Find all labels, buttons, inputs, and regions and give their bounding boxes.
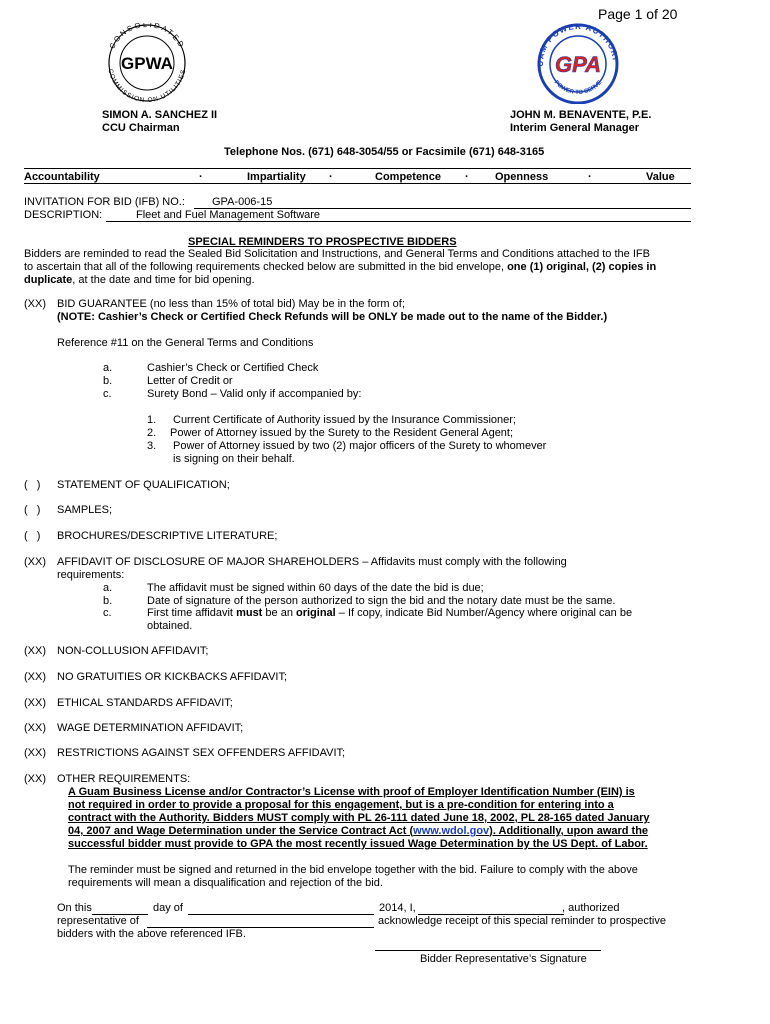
option-text: Letter of Credit or [147, 375, 233, 387]
other-requirements-line: successful bidder must provide to GPA the most recently issued Wage Determination by the US Dept. of Labor. [68, 838, 648, 850]
wdol-link[interactable]: www.wdol.gov [413, 825, 490, 837]
sex-offenders-text: RESTRICTIONS AGAINST SEX OFFENDERS AFFIDAVIT; [57, 747, 346, 759]
values-separator: · [199, 171, 203, 183]
other-requirements-text: 04, 2007 and Wage Determination under the Service Contract Act ( [68, 825, 414, 837]
ack-representative-of: representative of [57, 915, 139, 927]
ack-year: 2014, I, [379, 902, 416, 914]
ccu-ring-top: CONSOLIDATED [107, 23, 187, 51]
ccu-center-mark: GPWA [121, 54, 173, 73]
values-separator: · [588, 171, 592, 183]
samples-mark[interactable]: ( ) [24, 504, 41, 516]
ethical-standards-mark[interactable]: (XX) [24, 697, 46, 709]
sex-offenders-mark[interactable]: (XX) [24, 747, 46, 759]
affidavit-item-c-must: must [236, 607, 263, 619]
ack-authorized: , authorized [562, 902, 620, 914]
ifb-description-value: Fleet and Fuel Management Software [136, 209, 321, 221]
affidavit-item-c-cont: obtained. [147, 620, 193, 632]
affidavit-item-letter: b. [103, 595, 113, 607]
page-number: Page 1 of 20 [598, 6, 678, 22]
ack-receipt-text: acknowledge receipt of this special reminder to prospective [378, 915, 666, 927]
affidavit-disclosure-cont: requirements: [57, 569, 125, 581]
no-gratuities-mark[interactable]: (XX) [24, 671, 46, 683]
qualification-mark[interactable]: ( ) [24, 479, 41, 491]
values-bottom-rule [24, 183, 691, 184]
option-letter: b. [103, 375, 113, 387]
chairman-title: CCU Chairman [102, 122, 180, 134]
value-competence: Competence [375, 171, 442, 183]
no-gratuities-text: NO GRATUITIES OR KICKBACKS AFFIDAVIT; [57, 671, 288, 683]
value-value: Value [646, 171, 675, 183]
ccu-ring-bottom: COMMISSION ON UTILITIES [106, 68, 188, 103]
gpa-center-mark: GPA [554, 52, 602, 77]
other-requirements-text: ). Additionally, upon award the [489, 825, 649, 837]
sub-item-number: 2. [147, 427, 157, 439]
manager-name: JOHN M. BENAVENTE, P.E. [510, 109, 652, 121]
reminders-line-2 [24, 261, 656, 273]
chairman-name: SIMON A. SANCHEZ II [102, 109, 218, 121]
values-separator: · [465, 171, 469, 183]
ifb-number-value: GPA-006-15 [212, 196, 273, 208]
ifb-description-underline [106, 221, 691, 222]
gpa-logo [526, 22, 630, 104]
ifb-description-label: DESCRIPTION: [24, 209, 103, 221]
sub-item-text-cont: is signing on their behalf. [173, 453, 295, 465]
non-collusion-text: NON-COLLUSION AFFIDAVIT; [57, 645, 209, 657]
svg-text:COMMISSION ON UTILITIES [106, 68, 187, 103]
affidavit-item-c-text: be an [265, 607, 293, 619]
reminders-title: SPECIAL REMINDERS TO PROSPECTIVE BIDDERS [188, 236, 457, 248]
affidavit-item-c-text: First time affidavit [147, 607, 233, 619]
ack-day-of: day of [153, 902, 183, 914]
sub-item-text: Current Certificate of Authority issued by the Insurance Commissioner; [173, 414, 516, 426]
affidavit-disclosure-mark[interactable]: (XX) [24, 556, 46, 568]
other-requirements-line: contract with the Authority. Bidders MUST comply with PL 26-111 dated June 18, 2002, PL 28-165 dated January [68, 812, 650, 824]
ack-line-3: bidders with the above referenced IFB. [57, 928, 246, 940]
affidavit-item-c-original: original [296, 607, 336, 619]
affidavit-disclosure-text: AFFIDAVIT OF DISCLOSURE OF MAJOR SHAREHOLDERS – Affidavits must comply with the following [57, 556, 567, 568]
ccu-logo [96, 23, 198, 103]
sub-item-text: Power of Attorney issued by two (2) major officers of the Surety to whomever [173, 440, 547, 452]
affidavit-item-c [147, 607, 632, 619]
signature-label: Bidder Representative’s Signature [420, 953, 587, 965]
gpa-ring-bottom: POWER TO SERVE [552, 79, 604, 97]
ack-month-field[interactable] [188, 914, 374, 915]
value-impartiality: Impartiality [247, 171, 306, 183]
other-requirements-line [68, 825, 648, 837]
qualification-text: STATEMENT OF QUALIFICATION; [57, 479, 230, 491]
other-requirements-line: A Guam Business License and/or Contractor’s License with proof of Employer Identification Number (EIN) is [68, 786, 635, 798]
other-requirements-line: not required in order to provide a proposal for this engagement, but is a pre-condition for entering into a [68, 799, 614, 811]
reminders-line-2-text: to ascertain that all of the following requirements checked below are submitted in the bid envelope, [24, 261, 505, 273]
bid-guarantee-reference: Reference #11 on the General Terms and Conditions [57, 337, 314, 349]
reminders-duplicate-text: duplicate [24, 274, 73, 286]
brochures-text: BROCHURES/DESCRIPTIVE LITERATURE; [57, 530, 278, 542]
brochures-mark[interactable]: ( ) [24, 530, 41, 542]
non-collusion-mark[interactable]: (XX) [24, 645, 46, 657]
bid-guarantee-note: (NOTE: Cashier’s Check or Certified Check Refunds will be ONLY be made out to the name of the Bidder.) [57, 311, 608, 323]
reminders-copies-text: one (1) original, (2) copies in [507, 261, 657, 273]
values-separator: · [329, 171, 333, 183]
affidavit-item-text: The affidavit must be signed within 60 days of the date the bid is due; [147, 582, 484, 594]
ethical-standards-text: ETHICAL STANDARDS AFFIDAVIT; [57, 697, 233, 709]
other-requirements-mark[interactable]: (XX) [24, 773, 46, 785]
sub-item-text: Power of Attorney issued by the Surety to the Resident General Agent; [170, 427, 514, 439]
affidavit-item-c-text: – If copy, indicate Bid Number/Agency where original can be [338, 607, 633, 619]
option-text: Cashier’s Check or Certified Check [147, 362, 319, 374]
signature-field[interactable] [375, 950, 601, 951]
option-text: Surety Bond – Valid only if accompanied by: [147, 388, 362, 400]
value-openness: Openness [495, 171, 549, 183]
ifb-number-label: INVITATION FOR BID (IFB) NO.: [24, 196, 185, 208]
manager-title: Interim General Manager [510, 122, 639, 134]
option-letter: a. [103, 362, 113, 374]
wage-determination-text: WAGE DETERMINATION AFFIDAVIT; [57, 722, 244, 734]
other-requirements-text: OTHER REQUIREMENTS: [57, 773, 191, 785]
reminders-line-3-text: , at the date and time for bid opening. [72, 274, 255, 286]
affidavit-item-letter: c. [103, 607, 112, 619]
sub-item-number: 1. [147, 414, 157, 426]
wage-determination-mark[interactable]: (XX) [24, 722, 46, 734]
gpa-ring-top: UAM POWER AUTHORI [535, 22, 620, 67]
option-letter: c. [103, 388, 112, 400]
reminders-line-1: Bidders are reminded to read the Sealed Bid Solicitation and Instructions, and General Terms and Conditions attached to the IFB [24, 248, 650, 260]
sub-item-number: 3. [147, 440, 157, 452]
closing-line: requirements will mean a disqualification and rejection of the bid. [68, 877, 383, 889]
affidavit-item-text: Date of signature of the person authorized to sign the bid and the notary date must be the same. [147, 595, 616, 607]
samples-text: SAMPLES; [57, 504, 113, 516]
reminders-line-3 [24, 274, 255, 286]
svg-text:CONSOLIDATED [107, 23, 186, 50]
ack-on-this: On this [57, 902, 92, 914]
value-accountability: Accountability [24, 171, 100, 183]
closing-line: The reminder must be signed and returned in the bid envelope together with the bid. Failure to comply with the above [68, 864, 638, 876]
contact-line: Telephone Nos. (671) 648-3054/55 or Facsimile (671) 648-3165 [224, 146, 545, 158]
affidavit-item-letter: a. [103, 582, 113, 594]
bid-guarantee-mark[interactable]: (XX) [24, 298, 46, 310]
values-top-rule [24, 168, 691, 169]
bid-guarantee-text: BID GUARANTEE (no less than 15% of total bid) May be in the form of; [57, 298, 405, 310]
